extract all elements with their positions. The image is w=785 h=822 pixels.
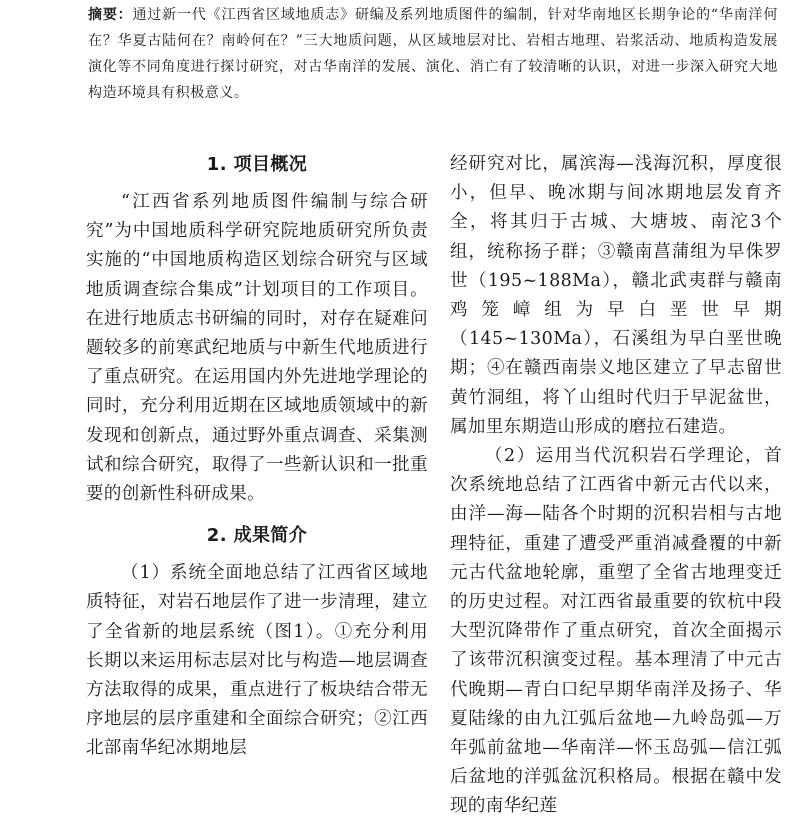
results-paragraph-1: （1）系统全面地总结了江西省区域地质特征，对岩石地层作了进一步清理，建立了全省新的地层系统（图1）。①充分利用长期以来运用标志层对比与构造—地层调查方法取得的成果，重点进行了板块结合带无序地层的层序重建和全面综合研究；②江西北部南华纪冰期地层 [86, 563, 428, 759]
overview-paragraph: “江西省系列地质图件编制与综合研究”为中国地质科学研究院地质研究所负责实施的“中国地质构造区划综合研究与区域地质调查综合集成”计划项目的工作项目。在进行地质志书研编的同时，对存在疑难问题较多的前寒武纪地质与中新生代地质进行了重点研究。在运用国内外先进地学理论的同时，充分利用近期在区域地质领域中的新发现和创新点，通过野外重点调查、采集测试和综合研究，取得了一些新认识和一批重要的创新性科研成果。 [86, 192, 428, 505]
section-heading-results: 2. 成果简介 [206, 525, 308, 547]
left-column [86, 150, 428, 764]
section-heading-overview: 1. 项目概况 [206, 154, 308, 175]
abstract [88, 2, 778, 106]
results-paragraph-2: （2）运用当代沉积岩石学理论，首次系统地总结了江西省中新元古代以来，由洋—海—陆各个时期的沉积岩相与古地理特征，重建了遭受严重消减叠覆的中新元古代盆地轮廓，重塑了全省古地理变迁的历史过程。对江西省最重要的钦杭中段大型沉降带作了重点研究，首次全面揭示了该带沉积演变过程。基本理清了中元古代晚期—青白口纪早期华南洋及扬子、华夏陆缘的由九江弧后盆地—九岭岛弧—万年弧前盆地—华南洋—怀玉岛弧—信江弧后盆地的洋弧盆沉积格局。根据在赣中发现的南华纪莲 [450, 446, 782, 817]
right-column [450, 150, 782, 822]
abstract-label: 摘要： [88, 7, 133, 23]
abstract-text: 通过新一代《江西省区域地质志》研编及系列地质图件的编制，针对华南地区长期争论的“华南洋何在？华夏古陆何在？南岭何在？”三大地质问题，从区域地层对比、岩相古地理、岩浆活动、地质构造发展演化等不同角度进行探讨研究，对古华南洋的发展、演化、消亡有了较清晰的认识，对进一步深入研究大地构造环境具有积极意义。 [88, 7, 778, 101]
results-paragraph-1-continued: 经研究对比，属滨海—浅海沉积，厚度很小，但早、晚冰期与间冰期地层发育齐全，将其归于古城、大塘坡、南沱3个组，统称扬子群；③赣南菖蒲组为早侏罗世（195~188Ma），赣北武夷群与赣南鸡笼嶂组为早白垩世早期（145~130Ma），石溪组为早白垩世晚期；④在赣西南崇义地区建立了早志留世黄竹洞组，将丫山组时代归于早泥盆世，属加里东期造山形成的磨拉石建造。 [450, 154, 782, 437]
